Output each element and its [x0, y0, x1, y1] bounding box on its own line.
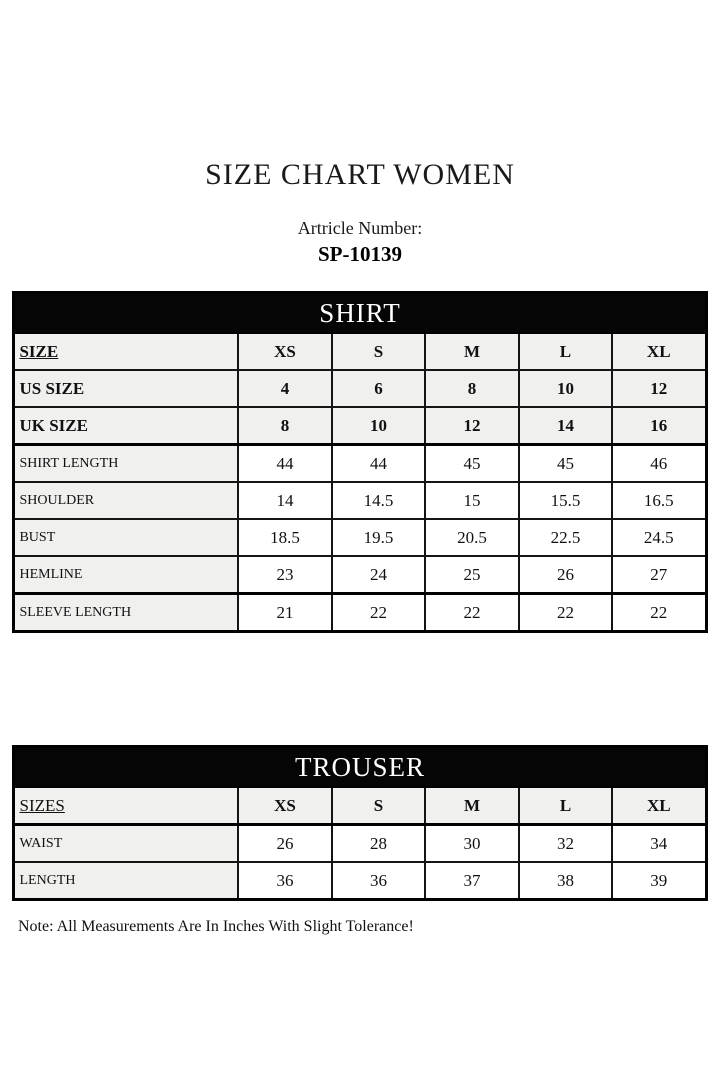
shirt-size-header-row	[14, 333, 706, 370]
table-cell: 34	[612, 825, 706, 863]
table-cell: 16	[612, 407, 706, 445]
table-cell: 22	[612, 594, 706, 632]
trouser-sizes-label	[14, 787, 238, 825]
table-cell: 14	[238, 482, 332, 519]
size-column-xl: XL	[612, 333, 706, 370]
size-column-l: L	[519, 333, 612, 370]
us-size-row	[14, 370, 706, 407]
table-cell: 19.5	[332, 519, 425, 556]
trouser-size-table	[12, 745, 707, 901]
table-cell: 6	[332, 370, 425, 407]
table-cell: 14	[519, 407, 612, 445]
sleeve-length-row	[14, 594, 706, 632]
size-column-m: M	[425, 787, 519, 825]
table-cell: 39	[612, 862, 706, 900]
size-column-s: S	[332, 787, 425, 825]
table-cell: 15.5	[519, 482, 612, 519]
article-number-label: Artricle Number:	[297, 218, 423, 238]
size-column-xs: XS	[238, 787, 332, 825]
size-column-xl: XL	[612, 787, 706, 825]
size-column-l: L	[519, 787, 612, 825]
article-number-value: SP-10139	[318, 242, 402, 266]
table-cell: 4	[238, 370, 332, 407]
waist-row	[14, 825, 706, 863]
table-cell: 45	[519, 445, 612, 483]
table-cell: 12	[425, 407, 519, 445]
table-cell: 26	[519, 556, 612, 594]
shirt-size-label-text: SIZE	[19, 341, 59, 361]
row-label: BUST	[14, 519, 238, 556]
table-cell: 28	[332, 825, 425, 863]
shoulder-row	[14, 482, 706, 519]
table-cell: 22	[425, 594, 519, 632]
row-label: LENGTH	[14, 862, 238, 900]
table-cell: 25	[425, 556, 519, 594]
table-cell: 37	[425, 862, 519, 900]
table-cell: 22	[519, 594, 612, 632]
table-cell: 27	[612, 556, 706, 594]
row-label: WAIST	[14, 825, 238, 863]
table-cell: 22	[332, 594, 425, 632]
table-cell: 26	[238, 825, 332, 863]
table-cell: 22.5	[519, 519, 612, 556]
table-cell: 21	[238, 594, 332, 632]
table-cell: 16.5	[612, 482, 706, 519]
size-column-xs: XS	[238, 333, 332, 370]
table-cell: 44	[332, 445, 425, 483]
table-cell: 24	[332, 556, 425, 594]
table-cell: 38	[519, 862, 612, 900]
table-cell: 30	[425, 825, 519, 863]
shirt-size-label	[14, 333, 238, 370]
size-column-s: S	[332, 333, 425, 370]
table-cell: 45	[425, 445, 519, 483]
size-column-m: M	[425, 333, 519, 370]
table-cell: 14.5	[332, 482, 425, 519]
table-cell: 8	[425, 370, 519, 407]
row-label: US SIZE	[14, 370, 238, 407]
table-cell: 24.5	[612, 519, 706, 556]
row-label: UK SIZE	[14, 407, 238, 445]
table-cell: 15	[425, 482, 519, 519]
trouser-length-row	[14, 862, 706, 900]
table-cell: 44	[238, 445, 332, 483]
table-cell: 46	[612, 445, 706, 483]
row-label: SLEEVE LENGTH	[14, 594, 238, 632]
hemline-row	[14, 556, 706, 594]
row-label: SHOULDER	[14, 482, 238, 519]
table-cell: 10	[519, 370, 612, 407]
table-cell: 36	[332, 862, 425, 900]
row-label: HEMLINE	[14, 556, 238, 594]
table-cell: 10	[332, 407, 425, 445]
shirt-table-title: SHIRT	[14, 293, 706, 334]
trouser-size-header-row	[14, 787, 706, 825]
shirt-size-table	[12, 291, 707, 633]
table-cell: 36	[238, 862, 332, 900]
shirt-length-row	[14, 445, 706, 483]
table-cell: 23	[238, 556, 332, 594]
row-label: SHIRT LENGTH	[14, 445, 238, 483]
uk-size-row	[14, 407, 706, 445]
trouser-table-title: TROUSER	[14, 747, 706, 788]
page-title: SIZE CHART WOMEN	[205, 158, 515, 191]
table-cell: 12	[612, 370, 706, 407]
trouser-table-header-row	[14, 747, 706, 788]
measurement-note: Note: All Measurements Are In Inches With Slight Tolerance!	[18, 918, 414, 935]
table-cell: 20.5	[425, 519, 519, 556]
shirt-table-header-row	[14, 293, 706, 334]
trouser-sizes-label-text: SIZES	[19, 795, 65, 815]
table-cell: 8	[238, 407, 332, 445]
bust-row	[14, 519, 706, 556]
table-cell: 32	[519, 825, 612, 863]
table-cell: 18.5	[238, 519, 332, 556]
